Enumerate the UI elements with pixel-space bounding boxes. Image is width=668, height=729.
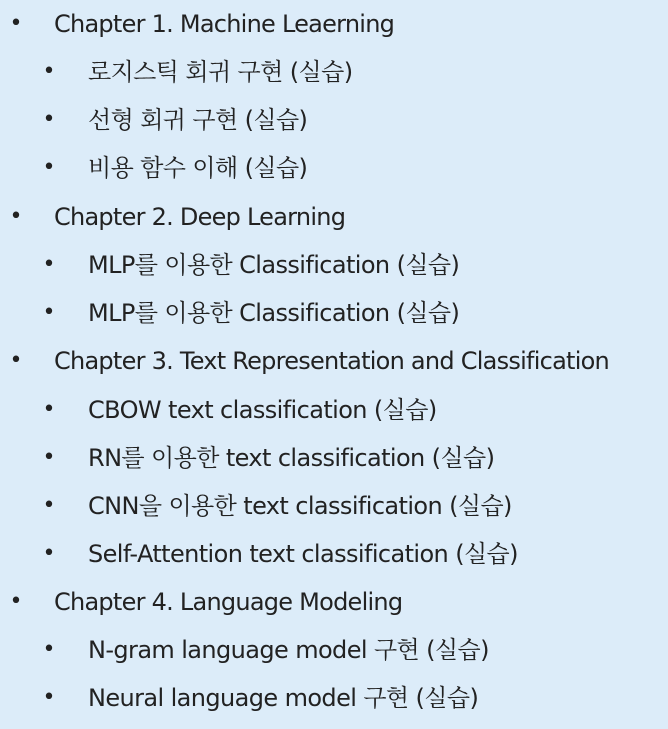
bullet-icon: • — [42, 685, 56, 710]
lesson-title: CBOW text classification (실습) — [88, 396, 437, 424]
lesson-title: CNN을 이용한 text classification (실습) — [88, 492, 512, 520]
lesson-title: 로지스틱 회귀 구현 (실습) — [88, 58, 353, 86]
bullet-icon: • — [42, 155, 56, 180]
bullet-icon: • — [9, 204, 23, 229]
lesson-title: 선형 회귀 구현 (실습) — [88, 106, 308, 134]
bullet-icon: • — [42, 493, 56, 518]
lesson-title: MLP를 이용한 Classification (실습) — [88, 251, 460, 279]
lesson-title: Self-Attention text classification (실습) — [88, 540, 518, 568]
chapter-title: Chapter 1. Machine Leaerning — [54, 10, 395, 38]
bullet-icon: • — [9, 348, 23, 373]
bullet-icon: • — [42, 59, 56, 84]
lesson-title: MLP를 이용한 Classification (실습) — [88, 299, 460, 327]
lesson-title: RN를 이용한 text classification (실습) — [88, 444, 495, 472]
bullet-icon: • — [42, 107, 56, 132]
lesson-title: N-gram language model 구현 (실습) — [88, 636, 489, 664]
lesson-title: Neural language model 구현 (실습) — [88, 684, 479, 712]
chapter-title: Chapter 2. Deep Learning — [54, 203, 346, 231]
lesson-title: 비용 함수 이해 (실습) — [88, 154, 308, 182]
bullet-icon: • — [42, 445, 56, 470]
bullet-icon: • — [42, 541, 56, 566]
bullet-icon: • — [42, 252, 56, 277]
chapter-title: Chapter 4. Language Modeling — [54, 588, 403, 616]
bullet-icon: • — [42, 397, 56, 422]
bullet-icon: • — [42, 300, 56, 325]
chapter-title: Chapter 3. Text Representation and Classification — [54, 347, 610, 375]
bullet-icon: • — [9, 11, 23, 36]
bullet-icon: • — [9, 589, 23, 614]
bullet-icon: • — [42, 637, 56, 662]
